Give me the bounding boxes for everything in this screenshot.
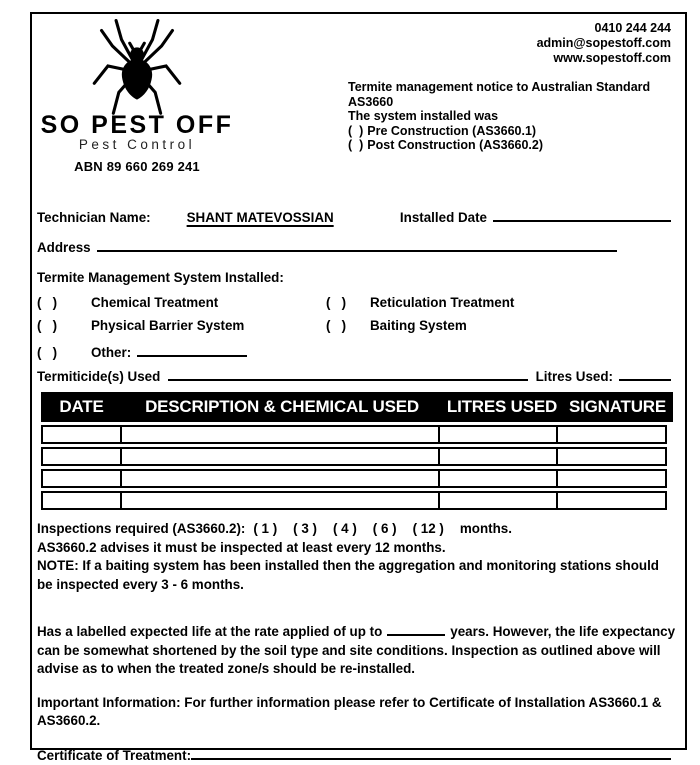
termiticide-label: Termiticide(s) Used [37, 369, 161, 384]
table-row [41, 425, 673, 444]
inspections-suffix: months. [459, 521, 512, 536]
checkbox-row [37, 317, 671, 335]
website-url: www.sopestoff.com [553, 51, 671, 65]
expected-life-years-field[interactable] [387, 619, 445, 636]
expected-life-text-after: years. However, the life expectancy can be somewhat shortened by the soil type and site conditions. Inspection as outlined above will advise as to when the treated zone/s should be re-installed. [37, 624, 676, 676]
table-cell[interactable] [41, 447, 122, 466]
email-address: admin@sopestoff.com [536, 36, 671, 50]
other-checkbox[interactable]: ( ) [37, 345, 58, 360]
table-cell[interactable] [556, 447, 667, 466]
post-construction-label: Post Construction (AS3660.2) [367, 138, 544, 153]
standard-notice [348, 80, 650, 153]
spider-icon [37, 16, 237, 116]
termiticide-row [37, 364, 671, 386]
inspections-section [37, 520, 671, 594]
expected-life-paragraph [37, 619, 678, 679]
post-construction-checkbox[interactable]: ( ) [348, 138, 364, 153]
chemical-treatment-checkbox[interactable]: ( ) [37, 295, 58, 310]
table-cell[interactable] [41, 425, 122, 444]
baiting-system-label: Baiting System [370, 318, 467, 333]
interval-3-option[interactable]: ( 3 ) [293, 521, 317, 536]
litres-column-header: LITRES USED [446, 397, 558, 416]
table-cell[interactable] [556, 425, 667, 444]
system-section-title: Termite Management System Installed: [37, 270, 284, 285]
table-cell[interactable] [120, 491, 440, 510]
chemical-treatment-label: Chemical Treatment [91, 295, 219, 310]
checkbox-row [37, 294, 671, 312]
other-field[interactable] [137, 340, 247, 357]
table-cell[interactable] [556, 491, 667, 510]
expected-life-text-before: Has a labelled expected life at the rate applied of up to [37, 624, 383, 639]
table-cell[interactable] [438, 447, 558, 466]
inspections-label: Inspections required (AS3660.2): [37, 521, 246, 536]
table-cell[interactable] [556, 469, 667, 488]
inspections-advice: AS3660.2 advises it must be inspected at least every 12 months. [37, 539, 446, 555]
table-cell[interactable] [41, 491, 122, 510]
reticulation-treatment-checkbox[interactable]: ( ) [326, 295, 347, 310]
treatment-table [41, 392, 673, 510]
date-column-header: DATE [59, 397, 104, 416]
table-cell[interactable] [120, 447, 440, 466]
physical-barrier-label: Physical Barrier System [91, 318, 245, 333]
certificate-field[interactable] [191, 743, 671, 760]
table-cell[interactable] [120, 469, 440, 488]
checkbox-row [37, 340, 671, 358]
signature-column-header: SIGNATURE [568, 397, 667, 416]
notice-line-1: Termite management notice to Australian Standard [348, 80, 651, 94]
document-header [37, 14, 671, 204]
address-label: Address [37, 240, 91, 255]
company-logo [37, 16, 237, 176]
table-header-row [41, 392, 673, 422]
phone-number: 0410 244 244 [594, 21, 671, 35]
table-cell[interactable] [438, 469, 558, 488]
description-column-header: DESCRIPTION & CHEMICAL USED [145, 397, 419, 416]
inspections-note: NOTE: If a baiting system has been installed then the aggregation and monitoring stations should be inspected every 3 - 6 months. [37, 558, 659, 592]
pre-construction-checkbox[interactable]: ( ) [348, 123, 364, 138]
pre-construction-option[interactable] [348, 124, 650, 139]
litres-used-field[interactable] [619, 364, 671, 381]
table-row [41, 469, 673, 488]
installed-date-label: Installed Date [399, 210, 487, 225]
important-information: Important Information: For further information please refer to Certificate of Installation AS3660.1 & AS3660.2. [37, 694, 662, 728]
technician-name-value: SHANT MATEVOSSIAN [186, 210, 334, 225]
notice-line-3: The system installed was [348, 109, 499, 124]
table-row [41, 491, 673, 510]
interval-1-option[interactable]: ( 1 ) [253, 521, 278, 536]
address-field[interactable] [97, 235, 617, 252]
litres-used-label: Litres Used: [535, 369, 613, 384]
termiticide-field[interactable] [168, 364, 527, 381]
other-label: Other: [91, 345, 132, 360]
table-row [41, 447, 673, 466]
certificate-label: Certificate of Treatment: [37, 747, 192, 763]
interval-6-option[interactable]: ( 6 ) [372, 521, 397, 536]
pre-construction-label: Pre Construction (AS3660.1) [367, 123, 537, 138]
table-cell[interactable] [438, 491, 558, 510]
table-cell[interactable] [438, 425, 558, 444]
physical-barrier-checkbox[interactable]: ( ) [37, 318, 58, 333]
inspections-intervals-line [37, 520, 671, 539]
certificate-row [37, 743, 671, 765]
company-name: SO PEST OFF [40, 111, 234, 139]
notice-line-2: AS3660 [348, 94, 394, 109]
post-construction-option[interactable] [348, 138, 650, 153]
address-row [37, 235, 671, 257]
form-document [30, 12, 687, 763]
installed-date-field[interactable] [493, 205, 671, 222]
technician-name-label: Technician Name: [37, 210, 151, 225]
company-tagline: Pest Control [78, 137, 196, 152]
table-cell[interactable] [120, 425, 440, 444]
reticulation-treatment-label: Reticulation Treatment [370, 295, 515, 310]
interval-4-option[interactable]: ( 4 ) [332, 521, 357, 536]
abn-number: ABN 89 660 269 241 [74, 159, 200, 174]
table-cell[interactable] [41, 469, 122, 488]
baiting-system-checkbox[interactable]: ( ) [326, 318, 347, 333]
contact-block [537, 21, 671, 66]
interval-12-option[interactable]: ( 12 ) [412, 521, 444, 536]
technician-row [37, 205, 671, 227]
